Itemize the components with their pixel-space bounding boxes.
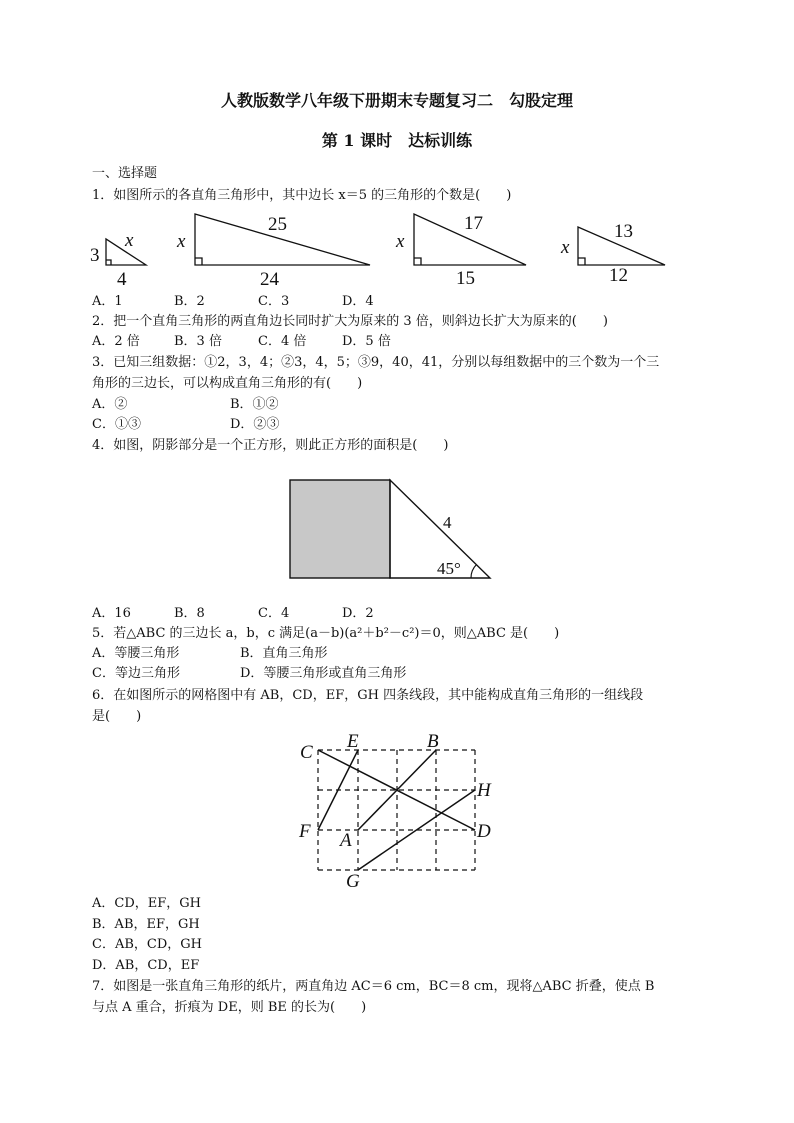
q5-option-c[interactable]: C．等边三角形 [92,666,180,681]
q4-angle-label: 45° [437,559,461,578]
q6-label-g: G [346,871,360,892]
q6-label-d: D [477,821,491,842]
q5-option-a[interactable]: A．等腰三角形 [92,646,180,661]
q4-stem: 4．如图，阴影部分是一个正方形，则此正方形的面积是( ) [92,438,449,453]
q2-option-a[interactable]: A．2 倍 [92,334,140,349]
q3-option-c[interactable]: C．①③ [92,417,141,432]
q1-fig1-hyp-label: x [125,230,134,251]
q3-stem-line2: 角形的三边长，可以构成直角三角形的有( ) [92,376,363,391]
q6-label-c: C [300,742,313,763]
q3-option-a[interactable]: A．② [92,397,128,412]
q6-option-c[interactable]: C．AB，CD，GH [92,937,202,952]
q1-fig4-bottom-label: 12 [609,265,628,286]
q7-stem-line2: 与点 A 重合，折痕为 DE，则 BE 的长为( ) [92,1000,367,1015]
q6-label-b: B [427,731,439,752]
q3-option-d[interactable]: D．②③ [230,417,280,432]
q6-label-h: H [477,780,491,801]
q6-stem-line2: 是( ) [92,709,142,724]
q1-fig1-bottom-label: 4 [117,269,127,290]
q1-fig2-bottom-label: 24 [260,269,279,290]
page-subtitle: 第 1 课时 达标训练 [321,131,473,150]
q5-stem: 5．若△ABC 的三边长 a，b，c 满足(a－b)(a²＋b²－c²)＝0，则△ABC 是( ) [92,626,560,641]
q6-option-b[interactable]: B．AB，EF，GH [92,917,200,932]
q1-option-a[interactable]: A．1 [92,294,123,309]
q3-option-b[interactable]: B．①② [230,397,279,412]
q1-fig2-hyp-label: 25 [268,214,287,235]
page-title: 人教版数学八年级下册期末专题复习二 勾股定理 [220,91,573,110]
q1-stem: 1．如图所示的各直角三角形中，其中边长 x＝5 的三角形的个数是( ) [92,188,512,203]
q6-label-a: A [340,830,352,851]
q6-segment-ef [318,750,358,830]
q6-stem-line1: 6．在如图所示的网格图中有 AB，CD，EF，GH 四条线段，其中能构成直角三角形的一组线段 [92,688,644,703]
q1-fig2-left-label: x [177,231,186,252]
q4-angle-arc [471,565,477,579]
q4-figure [285,472,505,592]
q1-fig3-left-label: x [396,231,405,252]
q2-option-d[interactable]: D．5 倍 [342,334,391,349]
q2-option-b[interactable]: B．3 倍 [174,334,222,349]
q1-option-b[interactable]: B．2 [174,294,205,309]
q4-side-label: 4 [443,513,452,532]
q2-option-c[interactable]: C．4 倍 [258,334,307,349]
q6-label-e: E [347,731,359,752]
q2-stem: 2．把一个直角三角形的两直角边长同时扩大为原来的 3 倍，则斜边长扩大为原来的( ) [92,314,608,329]
q4-option-c[interactable]: C．4 [258,606,290,621]
q1-option-d[interactable]: D．4 [342,294,374,309]
q1-figures [0,205,794,295]
q4-shaded-square [290,480,390,578]
q3-stem-line1: 3．已知三组数据：①2，3，4；②3，4，5；③9，40，41，分别以每组数据中的三个数为一个三 [92,355,660,370]
q5-option-d[interactable]: D．等腰三角形或直角三角形 [240,666,407,681]
q1-fig1-left-label: 3 [90,245,100,266]
q6-option-d[interactable]: D．AB，CD，EF [92,958,200,973]
q4-option-d[interactable]: D．2 [342,606,374,621]
q6-label-f: F [299,821,311,842]
q1-fig4-left-label: x [561,237,570,258]
q5-option-b[interactable]: B．直角三角形 [240,646,328,661]
q1-fig4-hyp-label: 13 [614,221,633,242]
q1-option-c[interactable]: C．3 [258,294,290,309]
q4-option-a[interactable]: A．16 [92,606,131,621]
q1-fig3-bottom-label: 15 [456,268,475,289]
q6-grid-figure [290,725,510,895]
q7-stem-line1: 7．如图是一张直角三角形的纸片，两直角边 AC＝6 cm，BC＝8 cm，现将△ABC 折叠，使点 B [92,979,655,994]
q1-fig3-hyp-label: 17 [464,213,483,234]
section-heading: 一、选择题 [92,166,158,181]
q4-option-b[interactable]: B．8 [174,606,205,621]
q6-option-a[interactable]: A．CD，EF，GH [92,896,201,911]
